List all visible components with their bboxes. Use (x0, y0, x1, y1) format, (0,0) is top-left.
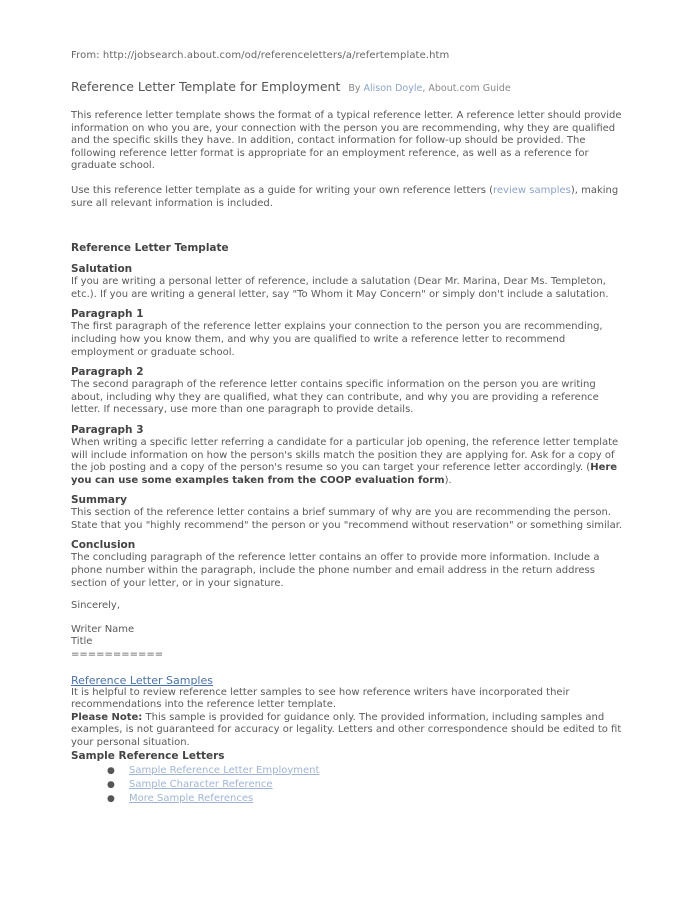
paragraph3-body: When writing a specific letter referring a candidate for a particular job opening, the reference letter template will include information on how the person's skills match the position they are applying for. Ask for a copy of the job posting and a copy of the person's resume so you can target your reference letter accordingly. ( (71, 436, 619, 474)
sample-links-list (71, 764, 626, 806)
conclusion-heading: Conclusion (71, 539, 136, 552)
sample-link-more-label: More Sample References (129, 792, 254, 804)
please-note-label: Please Note: (71, 711, 143, 723)
review-samples-link[interactable]: review samples (493, 184, 571, 196)
paragraph3-text (71, 437, 626, 487)
document-page (71, 50, 626, 806)
byline-by: By (348, 83, 361, 94)
paragraph2-heading: Paragraph 2 (71, 366, 144, 379)
byline (348, 83, 510, 94)
source-url: From: http://jobsearch.about.com/od/referenceletters/a/refertemplate.htm (71, 50, 450, 61)
closing: Sincerely, (71, 600, 121, 612)
template-section-title: Reference Letter Template (71, 242, 229, 255)
paragraph2-text: The second paragraph of the reference letter contains specific information on the person you are writing about, including why they are qualified, what they can contribute, and why you are providing a reference letter. If necessary, use more than one paragraph to provide details. (71, 379, 599, 416)
writer-title: Title (71, 636, 93, 648)
sample-link-character-label: Sample Character Reference (129, 778, 273, 790)
paragraph1-heading: Paragraph 1 (71, 308, 144, 321)
paragraph3-heading: Paragraph 3 (71, 423, 144, 436)
please-note (71, 712, 626, 750)
salutation-heading: Salutation (71, 263, 133, 276)
paragraph3-end: ). (444, 474, 452, 486)
summary-text: This section of the reference letter contains a brief summary of why are you are recommending the person. State that you "highly recommend" the person or you "recommend without reservation" or something similar. (71, 507, 623, 531)
salutation-text: If you are writing a personal letter of reference, include a salutation (Dear Mr. Marina, Dear Ms. Templeton, etc.). If you are writing a general letter, say "To Whom it May Concern" or simply don't include a salutation. (71, 276, 609, 300)
sample-link-character[interactable] (107, 778, 626, 792)
conclusion-text: The concluding paragraph of the reference letter contains an offer to provide more information. Include a phone number within the paragraph, include the phone number and email address in the return address section of your letter, or in your signature. (71, 552, 600, 589)
document-title: Reference Letter Template for Employment (71, 79, 341, 94)
intro-paragraph: This reference letter template shows the format of a typical reference letter. A reference letter should provide information on who you are, your connection with the person you are recommending, why they are qualified and the specific skills they have. In addition, contact information for follow-up should be provided. The following reference letter format is appropriate for an employment reference, as well as a reference for graduate school. (71, 110, 622, 172)
intro-guide-paragraph (71, 185, 626, 210)
intro-guide-end: ), making sure all relevant information is included. (71, 184, 619, 209)
writer-name: Writer Name (71, 623, 135, 635)
sample-link-employment[interactable] (107, 764, 626, 778)
paragraph1-text: The first paragraph of the reference letter explains your connection to the person you are recommending, including how you know them, and why you are qualified to write a reference letter to recommend employment or graduate school. (71, 321, 603, 358)
summary-heading: Summary (71, 494, 128, 507)
document-title-row (71, 79, 626, 94)
sample-link-more[interactable] (107, 792, 626, 806)
sample-link-employment-label: Sample Reference Letter Employment (129, 764, 320, 776)
bullet-icon: ● (107, 779, 115, 790)
coop-examples-note: Here you can use some examples taken from the COOP evaluation form (71, 462, 618, 486)
author-link[interactable]: Alison Doyle (363, 83, 423, 94)
samples-intro-text: It is helpful to review reference letter samples to see how reference writers have incorporated their recommendations into the reference letter template. (71, 686, 570, 711)
intro-guide-text: Use this reference letter template as a guide for writing your own reference letters ( (71, 184, 494, 196)
reference-letter-samples-link[interactable]: Reference Letter Samples (71, 673, 213, 687)
byline-site: , About.com Guide (422, 83, 511, 94)
bullet-icon: ● (107, 793, 115, 804)
separator-line: =========== (71, 649, 164, 661)
bullet-icon: ● (107, 765, 115, 776)
please-note-text: This sample is provided for guidance only. The provided information, including samples and examples, is not guaranteed for accuracy or legality. Letters and other correspondence should be edited to fit your personal situation. (71, 711, 622, 748)
sample-letters-title: Sample Reference Letters (71, 749, 225, 762)
